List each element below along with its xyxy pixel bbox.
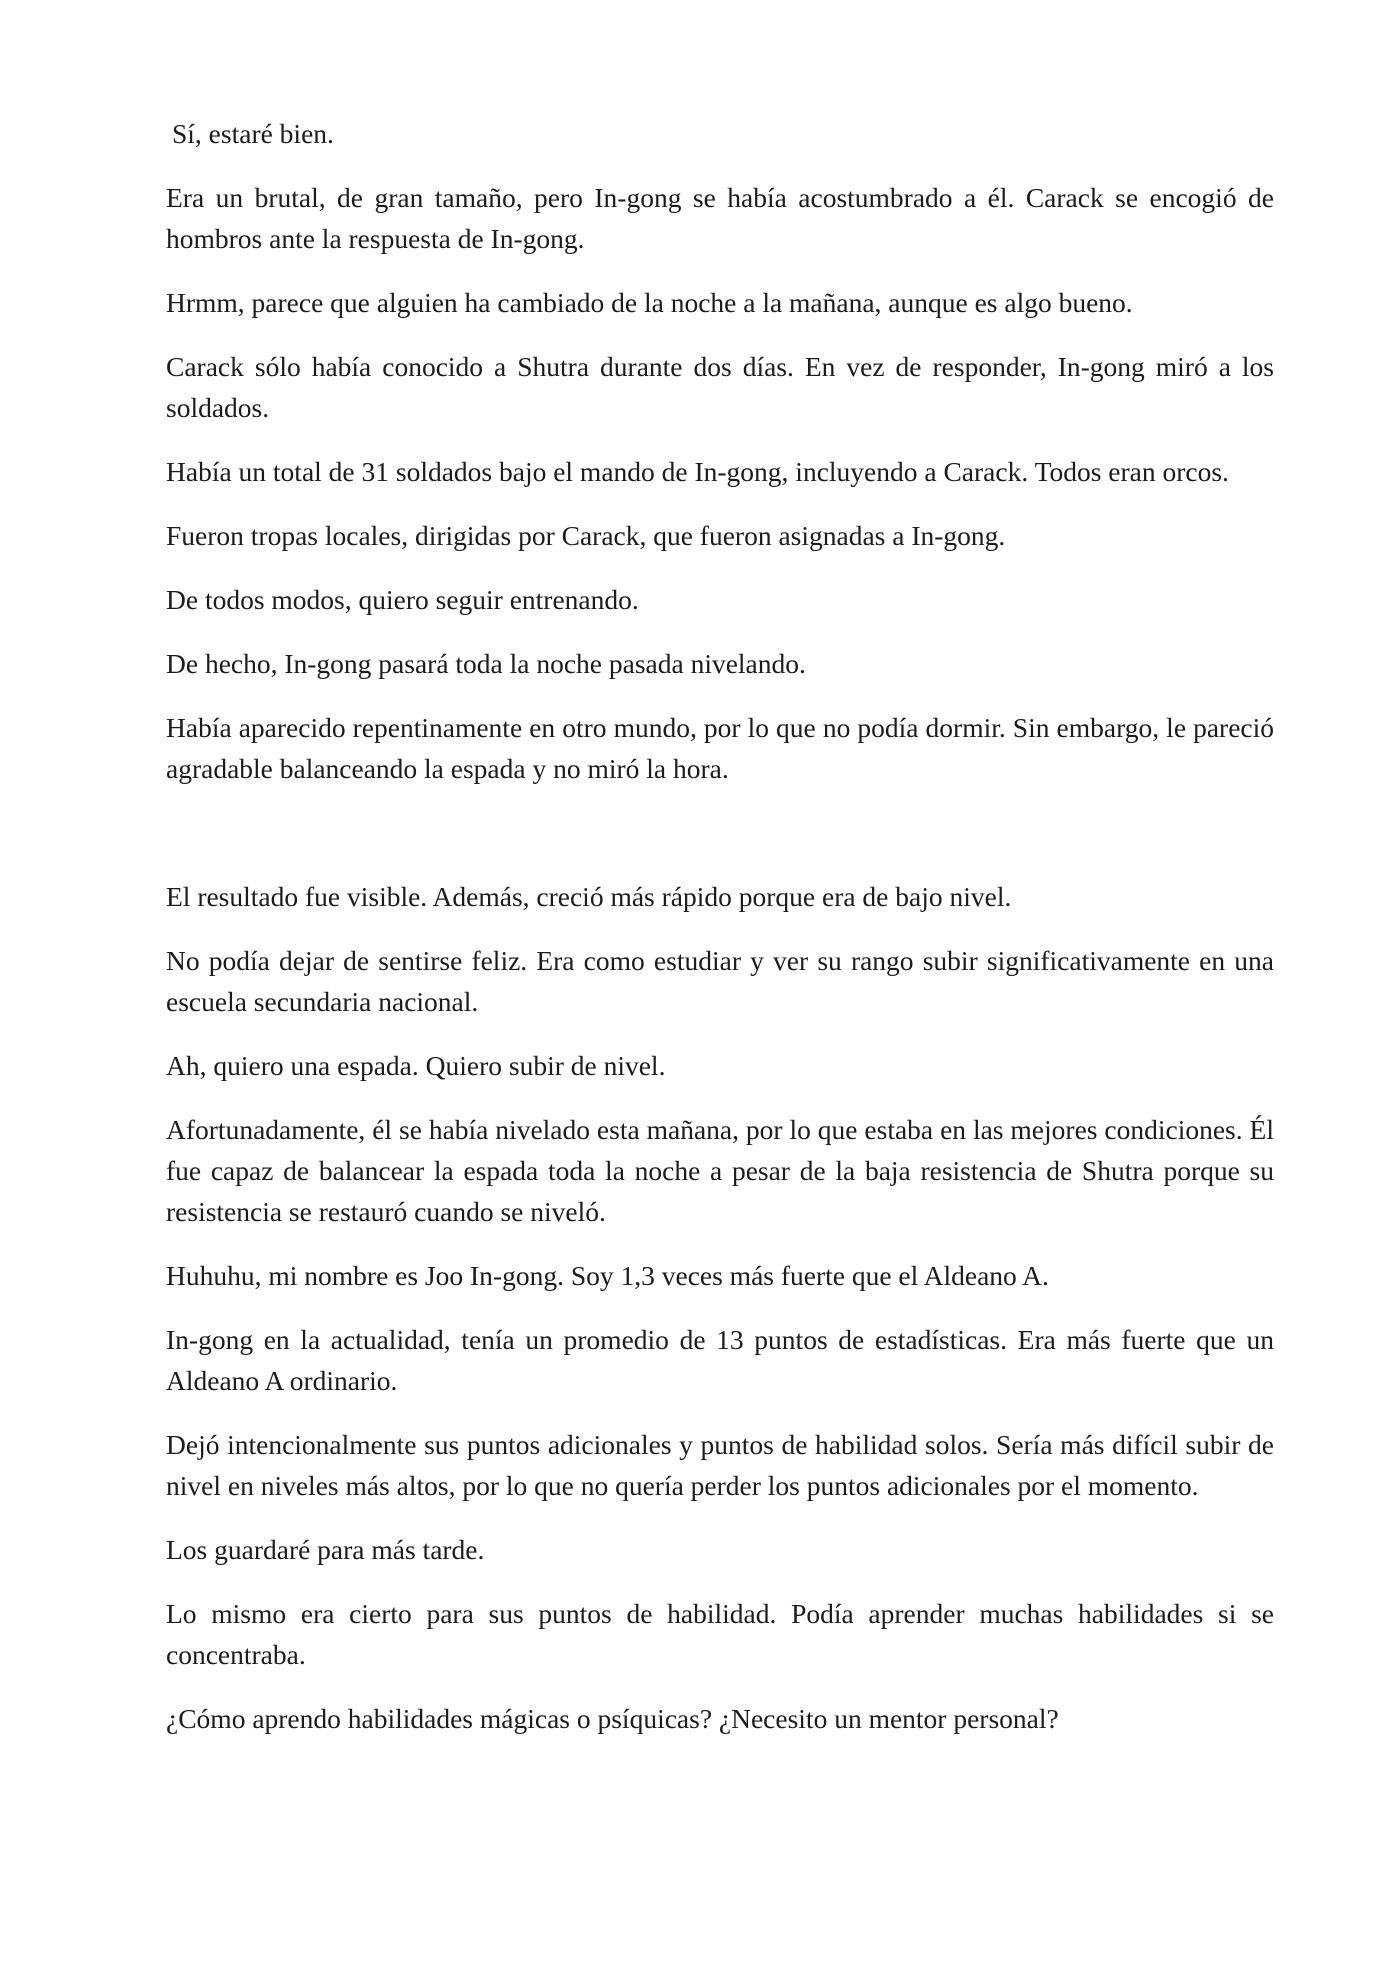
paragraph: El resultado fue visible. Además, creció más rápido porque era de bajo nivel.	[166, 881, 1012, 912]
paragraph: Sí, estaré bien.	[172, 118, 334, 149]
paragraph: In-gong en la actualidad, tenía un promedio de 13 puntos de estadísticas. Era más fuerte que un Aldeano A ordinario.	[166, 1324, 1274, 1396]
paragraph: De todos modos, quiero seguir entrenando.	[166, 584, 639, 615]
document-body	[166, 113, 1274, 1762]
paragraph: Ah, quiero una espada. Quiero subir de nivel.	[166, 1050, 666, 1081]
paragraph: Los guardaré para más tarde.	[166, 1534, 485, 1565]
paragraph: Había aparecido repentinamente en otro mundo, por lo que no podía dormir. Sin embargo, le pareció agradable balanceando la espada y no miró la hora.	[166, 712, 1274, 784]
paragraph: Huhuhu, mi nombre es Joo In-gong. Soy 1,3 veces más fuerte que el Aldeano A.	[166, 1260, 1049, 1291]
paragraph: Afortunadamente, él se había nivelado esta mañana, por lo que estaba en las mejores condiciones. Él fue capaz de balancear la espada toda la noche a pesar de la baja resistencia de Shutra porque su resistencia se restauró cuando se niveló.	[166, 1114, 1274, 1227]
paragraph: Carack sólo había conocido a Shutra durante dos días. En vez de responder, In-gong miró a los soldados.	[166, 351, 1274, 423]
paragraph: Había un total de 31 soldados bajo el mando de In-gong, incluyendo a Carack. Todos eran orcos.	[166, 456, 1229, 487]
paragraph: No podía dejar de sentirse feliz. Era como estudiar y ver su rango subir significativamente en una escuela secundaria nacional.	[166, 945, 1274, 1017]
paragraph: Hrmm, parece que alguien ha cambiado de la noche a la mañana, aunque es algo bueno.	[166, 287, 1133, 318]
paragraph: ¿Cómo aprendo habilidades mágicas o psíquicas? ¿Necesito un mentor personal?	[166, 1703, 1059, 1734]
paragraph: Fueron tropas locales, dirigidas por Carack, que fueron asignadas a In-gong.	[166, 520, 1006, 551]
paragraph: De hecho, In-gong pasará toda la noche pasada nivelando.	[166, 648, 806, 679]
paragraph: Dejó intencionalmente sus puntos adicionales y puntos de habilidad solos. Sería más difícil subir de nivel en niveles más altos, por lo que no quería perder los puntos adicionales por el momento.	[166, 1429, 1274, 1501]
paragraph: Lo mismo era cierto para sus puntos de habilidad. Podía aprender muchas habilidades si se concentraba.	[166, 1598, 1274, 1670]
paragraph: Era un brutal, de gran tamaño, pero In-gong se había acostumbrado a él. Carack se encogió de hombros ante la respuesta de In-gong.	[166, 182, 1274, 254]
